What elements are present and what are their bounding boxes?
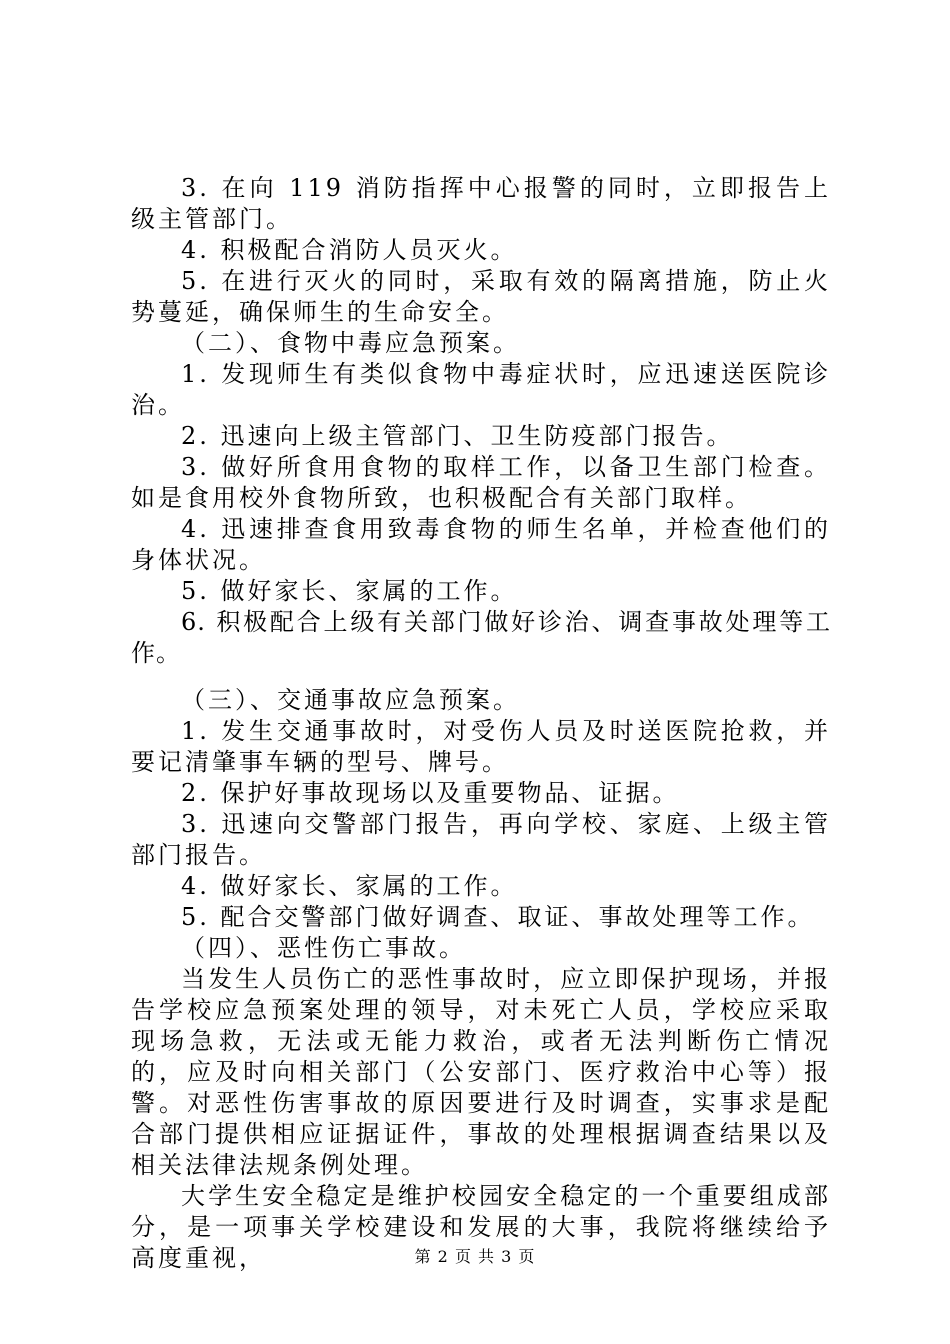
paragraph-fire-report-superior: 3. 在向 119 消防指挥中心报警的同时，立即报告上级主管部门。 (131, 174, 831, 233)
paragraph-campus-safety-summary: 大学生安全稳定是维护校园安全稳定的一个重要组成部分，是一项事关学校建设和发展的大事，我院将继续给予高度重视， (131, 1182, 831, 1272)
paragraph-food-sampling: 3. 做好所食用食物的取样工作，以备卫生部门检查。如是食用校外食物所致，也积极配合有关部门取样。 (131, 453, 831, 512)
paragraph-food-screening: 4. 迅速排查食用致毒食物的师生名单，并检查他们的身体状况。 (131, 515, 831, 574)
paragraph-food-treatment: 6. 积极配合上级有关部门做好诊治、调查事故处理等工作。 (131, 608, 831, 667)
paragraph-fire-isolation: 5. 在进行灭火的同时，采取有效的隔离措施，防止火势蔓延，确保师生的生命安全。 (131, 267, 831, 326)
paragraph-traffic-investigation: 5. 配合交警部门做好调查、取证、事故处理等工作。 (181, 903, 815, 931)
paragraph-food-family: 5. 做好家长、家属的工作。 (181, 577, 518, 605)
section-heading-food-poisoning: （二）、食物中毒应急预案。 (181, 329, 520, 357)
section-heading-serious-casualty: （四）、恶性伤亡事故。 (181, 934, 466, 962)
page-number-footer: 第 2 页 共 3 页 (414, 1247, 536, 1266)
paragraph-fire-cooperate: 4. 积极配合消防人员灭火。 (181, 236, 518, 264)
paragraph-food-report: 2. 迅速向上级主管部门、卫生防疫部门报告。 (181, 422, 734, 450)
paragraph-traffic-family: 4. 做好家长、家属的工作。 (181, 872, 518, 900)
document-body (131, 173, 831, 1274)
paragraph-traffic-scene: 2. 保护好事故现场以及重要物品、证据。 (181, 779, 680, 807)
paragraph-food-hospital: 1. 发现师生有类似食物中毒症状时，应迅速送医院诊治。 (131, 360, 831, 419)
paragraph-casualty-procedure: 当发生人员伤亡的恶性事故时，应立即保护现场，并报告学校应急预案处理的领导，对未死亡人员，学校应采取现场急救，无法或无能力救治，或者无法判断伤亡情况的，应及时向相关部门（公安部门、医疗救治中心等）报警。对恶性伤害事故的原因要进行及时调查，实事求是配合部门提供相应证据证件，事故的处理根据调查结果以及相关法律法规条例处理。 (131, 965, 831, 1179)
paragraph-traffic-rescue: 1. 发生交通事故时，对受伤人员及时送医院抢救，并要记清肇事车辆的型号、牌号。 (131, 717, 831, 776)
paragraph-traffic-report: 3. 迅速向交警部门报告，再向学校、家庭、上级主管部门报告。 (131, 810, 831, 869)
section-heading-traffic-accident: （三）、交通事故应急预案。 (181, 686, 520, 714)
